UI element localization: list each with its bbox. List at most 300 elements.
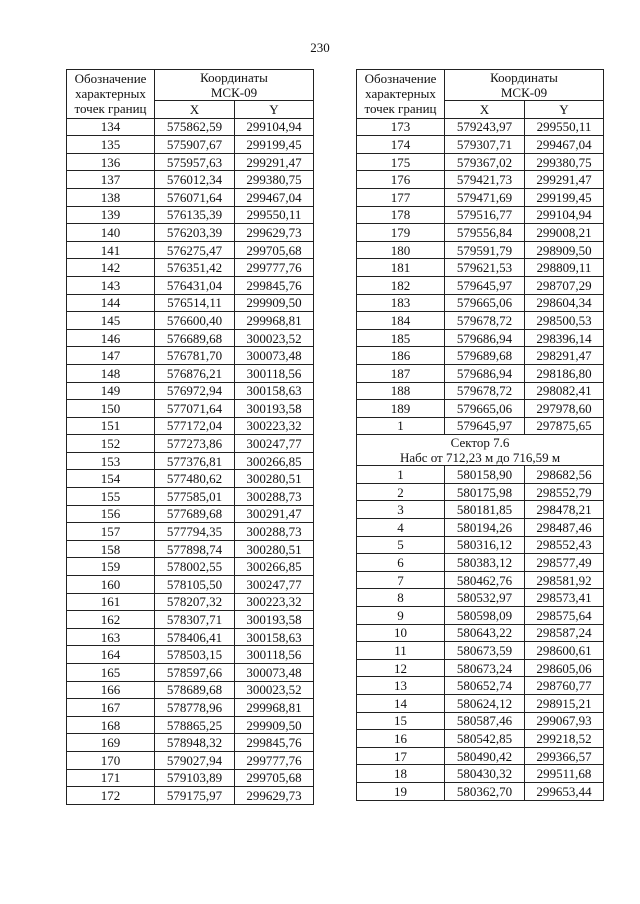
y-coordinate-cell: 298186,80	[525, 364, 604, 382]
y-coordinate-cell: 300266,85	[235, 452, 314, 470]
y-coordinate-cell: 298478,21	[525, 501, 604, 519]
y-coordinate-cell: 298909,50	[525, 241, 604, 259]
x-coordinate-cell: 579307,71	[445, 136, 525, 154]
y-coordinate-cell: 300280,51	[235, 470, 314, 488]
sector-cell	[357, 435, 604, 466]
x-coordinate-cell: 579367,02	[445, 153, 525, 171]
table-row	[67, 276, 314, 294]
y-coordinate-cell: 298915,21	[525, 695, 604, 713]
y-coordinate-cell: 299104,94	[235, 118, 314, 136]
point-number-cell: 140	[67, 224, 155, 242]
point-number-cell: 147	[67, 347, 155, 365]
x-coordinate-cell: 576071,64	[155, 188, 235, 206]
table-row	[357, 224, 604, 242]
table-row	[67, 347, 314, 365]
y-coordinate-cell: 298581,92	[525, 571, 604, 589]
point-number-cell: 137	[67, 171, 155, 189]
x-coordinate-cell: 580362,70	[445, 782, 525, 800]
x-coordinate-cell: 577071,64	[155, 400, 235, 418]
page-number: 230	[310, 40, 330, 55]
x-coordinate-cell: 579665,06	[445, 294, 525, 312]
x-coordinate-cell: 580598,09	[445, 607, 525, 625]
x-coordinate-cell: 578689,68	[155, 681, 235, 699]
y-coordinate-cell: 300193,58	[235, 400, 314, 418]
header-line: Обозначение	[364, 71, 437, 87]
table-row	[67, 171, 314, 189]
table-row	[67, 329, 314, 347]
y-coordinate-cell: 299550,11	[525, 118, 604, 136]
x-column-header: X	[445, 101, 525, 119]
x-coordinate-cell: 576431,04	[155, 276, 235, 294]
x-coordinate-cell: 577585,01	[155, 488, 235, 506]
point-number-cell: 182	[357, 276, 445, 294]
coords-title: Координаты	[200, 70, 268, 85]
point-number-cell: 134	[67, 118, 155, 136]
point-number-cell: 175	[357, 153, 445, 171]
x-coordinate-cell: 579556,84	[445, 224, 525, 242]
point-number-cell: 163	[67, 628, 155, 646]
sector-height-range: Набс от 712,23 м до 716,59 м	[399, 450, 561, 466]
point-number-cell: 143	[67, 276, 155, 294]
x-coordinate-cell: 580175,98	[445, 483, 525, 501]
x-coordinate-cell: 576514,11	[155, 294, 235, 312]
table-row	[67, 751, 314, 769]
y-coordinate-cell: 298487,46	[525, 519, 604, 537]
right-table-body-bottom	[357, 466, 604, 800]
x-coordinate-cell: 576275,47	[155, 241, 235, 259]
table-row	[67, 646, 314, 664]
y-coordinate-cell: 298291,47	[525, 347, 604, 365]
point-number-cell: 17	[357, 747, 445, 765]
point-number-cell: 169	[67, 734, 155, 752]
point-number-cell: 180	[357, 241, 445, 259]
point-number-cell: 152	[67, 435, 155, 453]
point-number-cell: 148	[67, 364, 155, 382]
table-row	[67, 664, 314, 682]
point-number-cell: 172	[67, 787, 155, 805]
table-row	[357, 765, 604, 783]
point-number-cell: 7	[357, 571, 445, 589]
point-number-cell: 170	[67, 751, 155, 769]
point-number-cell: 2	[357, 483, 445, 501]
x-coordinate-cell: 576600,40	[155, 312, 235, 330]
point-number-cell: 158	[67, 540, 155, 558]
table-row	[357, 417, 604, 435]
point-number-cell: 145	[67, 312, 155, 330]
x-coordinate-cell: 578865,25	[155, 716, 235, 734]
point-number-cell: 177	[357, 188, 445, 206]
x-coordinate-cell: 578597,66	[155, 664, 235, 682]
point-number-cell: 15	[357, 712, 445, 730]
y-coordinate-cell: 300247,77	[235, 435, 314, 453]
point-number-cell: 149	[67, 382, 155, 400]
y-coordinate-cell: 298760,77	[525, 677, 604, 695]
x-coordinate-cell: 577689,68	[155, 505, 235, 523]
x-coordinate-cell: 576351,42	[155, 259, 235, 277]
x-coordinate-cell: 579516,77	[445, 206, 525, 224]
table-row	[357, 501, 604, 519]
table-row	[357, 206, 604, 224]
table-row	[357, 276, 604, 294]
point-number-cell: 174	[357, 136, 445, 154]
x-coordinate-cell: 579027,94	[155, 751, 235, 769]
y-coordinate-cell: 298600,61	[525, 642, 604, 660]
table-row	[67, 576, 314, 594]
x-coordinate-cell: 576876,21	[155, 364, 235, 382]
table-row	[67, 241, 314, 259]
y-coordinate-cell: 300288,73	[235, 488, 314, 506]
y-coordinate-cell: 299380,75	[235, 171, 314, 189]
y-coordinate-cell: 300073,48	[235, 347, 314, 365]
y-coordinate-cell: 299104,94	[525, 206, 604, 224]
table-row	[357, 712, 604, 730]
point-number-cell: 189	[357, 400, 445, 418]
y-coordinate-cell: 300158,63	[235, 382, 314, 400]
y-coordinate-cell: 300073,48	[235, 664, 314, 682]
y-coordinate-cell: 300023,52	[235, 329, 314, 347]
point-number-cell: 153	[67, 452, 155, 470]
x-coordinate-cell: 576012,34	[155, 171, 235, 189]
point-number-cell: 18	[357, 765, 445, 783]
x-coordinate-cell: 579591,79	[445, 241, 525, 259]
y-coordinate-cell: 299467,04	[235, 188, 314, 206]
x-column-header: X	[155, 101, 235, 119]
point-number-cell: 146	[67, 329, 155, 347]
x-coordinate-cell: 576689,68	[155, 329, 235, 347]
x-coordinate-cell: 579678,72	[445, 382, 525, 400]
table-row	[67, 787, 314, 805]
point-number-cell: 13	[357, 677, 445, 695]
x-coordinate-cell: 578948,32	[155, 734, 235, 752]
table-row	[357, 730, 604, 748]
left-table-body	[67, 118, 314, 804]
table-row	[67, 136, 314, 154]
point-number-cell: 9	[357, 607, 445, 625]
y-coordinate-cell: 300193,58	[235, 611, 314, 629]
table-row	[67, 259, 314, 277]
sector-title: Сектор 7.6	[450, 435, 510, 451]
point-number-cell: 173	[357, 118, 445, 136]
point-number-cell: 138	[67, 188, 155, 206]
y-coordinate-cell: 299380,75	[525, 153, 604, 171]
x-coordinate-cell: 578503,15	[155, 646, 235, 664]
table-row	[357, 153, 604, 171]
y-coordinate-cell: 300247,77	[235, 576, 314, 594]
table-row	[67, 699, 314, 717]
x-coordinate-cell: 576781,70	[155, 347, 235, 365]
y-coordinate-cell: 300223,32	[235, 417, 314, 435]
y-coordinate-cell: 299968,81	[235, 699, 314, 717]
point-number-cell: 6	[357, 554, 445, 572]
table-row	[357, 400, 604, 418]
x-coordinate-cell: 579665,06	[445, 400, 525, 418]
x-coordinate-cell: 577794,35	[155, 523, 235, 541]
y-coordinate-cell: 300280,51	[235, 540, 314, 558]
y-coordinate-cell: 299845,76	[235, 734, 314, 752]
y-coordinate-cell: 300266,85	[235, 558, 314, 576]
point-number-cell: 12	[357, 659, 445, 677]
y-coordinate-cell: 299550,11	[235, 206, 314, 224]
table-row	[357, 607, 604, 625]
x-coordinate-cell: 580587,46	[445, 712, 525, 730]
coords-header	[155, 70, 314, 101]
table-row	[67, 417, 314, 435]
table-row	[357, 589, 604, 607]
y-coordinate-cell: 297875,65	[525, 417, 604, 435]
table-row	[67, 558, 314, 576]
point-number-cell: 8	[357, 589, 445, 607]
point-number-cell: 165	[67, 664, 155, 682]
point-number-cell: 178	[357, 206, 445, 224]
point-number-cell: 168	[67, 716, 155, 734]
table-row	[357, 659, 604, 677]
x-coordinate-cell: 577480,62	[155, 470, 235, 488]
table-row	[357, 364, 604, 382]
x-coordinate-cell: 576972,94	[155, 382, 235, 400]
point-number-cell: 1	[357, 466, 445, 484]
x-coordinate-cell: 578105,50	[155, 576, 235, 594]
y-coordinate-cell: 299366,57	[525, 747, 604, 765]
table-row	[357, 188, 604, 206]
x-coordinate-cell: 577273,86	[155, 435, 235, 453]
y-coordinate-cell: 299705,68	[235, 241, 314, 259]
header-line: Обозначение	[74, 71, 147, 87]
table-row	[357, 329, 604, 347]
point-number-cell: 5	[357, 536, 445, 554]
point-label-header	[67, 70, 155, 119]
y-coordinate-cell: 297978,60	[525, 400, 604, 418]
point-number-cell: 171	[67, 769, 155, 787]
point-number-cell: 187	[357, 364, 445, 382]
y-coordinate-cell: 298587,24	[525, 624, 604, 642]
y-coordinate-cell: 300291,47	[235, 505, 314, 523]
x-coordinate-cell: 578002,55	[155, 558, 235, 576]
point-label-header	[357, 70, 445, 119]
point-number-cell: 156	[67, 505, 155, 523]
y-coordinate-cell: 299653,44	[525, 782, 604, 800]
y-coordinate-cell: 299845,76	[235, 276, 314, 294]
table-row	[67, 452, 314, 470]
x-coordinate-cell: 580673,59	[445, 642, 525, 660]
point-number-cell: 136	[67, 153, 155, 171]
table-row	[357, 571, 604, 589]
y-coordinate-cell: 300158,63	[235, 628, 314, 646]
point-number-cell: 179	[357, 224, 445, 242]
y-coordinate-cell: 299067,93	[525, 712, 604, 730]
x-coordinate-cell: 575957,63	[155, 153, 235, 171]
x-coordinate-cell: 578207,32	[155, 593, 235, 611]
y-coordinate-cell: 299705,68	[235, 769, 314, 787]
x-coordinate-cell: 580316,12	[445, 536, 525, 554]
table-row	[67, 628, 314, 646]
y-coordinate-cell: 299008,21	[525, 224, 604, 242]
table-row	[357, 171, 604, 189]
y-coordinate-cell: 298575,64	[525, 607, 604, 625]
table-row	[67, 382, 314, 400]
point-number-cell: 139	[67, 206, 155, 224]
header-line: характерных	[75, 86, 146, 102]
x-coordinate-cell: 580194,26	[445, 519, 525, 537]
y-coordinate-cell: 300288,73	[235, 523, 314, 541]
point-number-cell: 166	[67, 681, 155, 699]
point-number-cell: 141	[67, 241, 155, 259]
y-coordinate-cell: 299909,50	[235, 294, 314, 312]
x-coordinate-cell: 576203,39	[155, 224, 235, 242]
y-coordinate-cell: 299291,47	[525, 171, 604, 189]
coordinates-table-left	[66, 69, 314, 805]
table-row	[67, 769, 314, 787]
x-coordinate-cell: 575907,67	[155, 136, 235, 154]
point-number-cell: 10	[357, 624, 445, 642]
x-coordinate-cell: 579175,97	[155, 787, 235, 805]
table-row	[357, 782, 604, 800]
table-row	[67, 593, 314, 611]
x-coordinate-cell: 579103,89	[155, 769, 235, 787]
x-coordinate-cell: 579421,73	[445, 171, 525, 189]
y-coordinate-cell: 298577,49	[525, 554, 604, 572]
right-table-body-top	[357, 118, 604, 435]
y-coordinate-cell: 300023,52	[235, 681, 314, 699]
y-coordinate-cell: 298707,29	[525, 276, 604, 294]
y-coordinate-cell: 299467,04	[525, 136, 604, 154]
x-coordinate-cell: 580542,85	[445, 730, 525, 748]
point-number-cell: 3	[357, 501, 445, 519]
point-number-cell: 186	[357, 347, 445, 365]
y-coordinate-cell: 298682,56	[525, 466, 604, 484]
table-row	[67, 312, 314, 330]
table-row	[67, 734, 314, 752]
x-coordinate-cell: 580532,97	[445, 589, 525, 607]
x-coordinate-cell: 580624,12	[445, 695, 525, 713]
table-row	[67, 224, 314, 242]
table-row	[357, 118, 604, 136]
table-row	[67, 505, 314, 523]
point-number-cell: 162	[67, 611, 155, 629]
table-row	[357, 554, 604, 572]
table-row	[67, 188, 314, 206]
coordinates-table-right	[356, 69, 604, 801]
x-coordinate-cell: 579689,68	[445, 347, 525, 365]
point-number-cell: 151	[67, 417, 155, 435]
y-coordinate-cell: 298809,11	[525, 259, 604, 277]
point-number-cell: 4	[357, 519, 445, 537]
y-coordinate-cell: 299777,76	[235, 259, 314, 277]
y-coordinate-cell: 299629,73	[235, 787, 314, 805]
table-row	[357, 677, 604, 695]
y-coordinate-cell: 298396,14	[525, 329, 604, 347]
sector-header	[357, 435, 604, 466]
table-row	[67, 681, 314, 699]
table-row	[357, 695, 604, 713]
y-coordinate-cell: 298552,79	[525, 483, 604, 501]
coords-system: МСК-09	[500, 85, 548, 100]
x-coordinate-cell: 580158,90	[445, 466, 525, 484]
y-coordinate-cell: 299199,45	[525, 188, 604, 206]
header-line: точек границ	[364, 101, 437, 117]
table-row	[67, 206, 314, 224]
table-row	[67, 470, 314, 488]
y-coordinate-cell: 298552,43	[525, 536, 604, 554]
x-coordinate-cell: 579645,97	[445, 417, 525, 435]
x-coordinate-cell: 577898,74	[155, 540, 235, 558]
point-number-cell: 188	[357, 382, 445, 400]
table-row	[357, 136, 604, 154]
point-number-cell: 184	[357, 312, 445, 330]
point-number-cell: 185	[357, 329, 445, 347]
table-row	[67, 400, 314, 418]
point-number-cell: 11	[357, 642, 445, 660]
table-row	[357, 382, 604, 400]
table-row	[357, 483, 604, 501]
x-coordinate-cell: 580383,12	[445, 554, 525, 572]
y-coordinate-cell: 299199,45	[235, 136, 314, 154]
table-row	[357, 466, 604, 484]
x-coordinate-cell: 580643,22	[445, 624, 525, 642]
table-row	[67, 153, 314, 171]
y-coordinate-cell: 299511,68	[525, 765, 604, 783]
table-row	[357, 519, 604, 537]
x-coordinate-cell: 580430,32	[445, 765, 525, 783]
x-coordinate-cell: 578307,71	[155, 611, 235, 629]
x-coordinate-cell: 580462,76	[445, 571, 525, 589]
y-coordinate-cell: 299777,76	[235, 751, 314, 769]
y-coordinate-cell: 299629,73	[235, 224, 314, 242]
point-number-cell: 159	[67, 558, 155, 576]
point-number-cell: 142	[67, 259, 155, 277]
table-row	[67, 523, 314, 541]
y-coordinate-cell: 298605,06	[525, 659, 604, 677]
table-row	[67, 540, 314, 558]
y-coordinate-cell: 298604,34	[525, 294, 604, 312]
point-number-cell: 157	[67, 523, 155, 541]
y-coordinate-cell: 300223,32	[235, 593, 314, 611]
point-number-cell: 1	[357, 417, 445, 435]
point-number-cell: 144	[67, 294, 155, 312]
y-coordinate-cell: 299909,50	[235, 716, 314, 734]
y-coordinate-cell: 300118,56	[235, 646, 314, 664]
table-row	[357, 259, 604, 277]
table-row	[357, 642, 604, 660]
point-number-cell: 167	[67, 699, 155, 717]
point-number-cell: 14	[357, 695, 445, 713]
table-row	[67, 294, 314, 312]
coords-header	[445, 70, 604, 101]
header-line: характерных	[365, 86, 436, 102]
table-row	[67, 118, 314, 136]
x-coordinate-cell: 580181,85	[445, 501, 525, 519]
point-number-cell: 176	[357, 171, 445, 189]
table-row	[357, 624, 604, 642]
table-row	[357, 241, 604, 259]
table-row	[357, 294, 604, 312]
x-coordinate-cell: 580490,42	[445, 747, 525, 765]
point-number-cell: 150	[67, 400, 155, 418]
table-row	[67, 611, 314, 629]
table-row	[67, 716, 314, 734]
point-number-cell: 183	[357, 294, 445, 312]
point-number-cell: 161	[67, 593, 155, 611]
coords-system: МСК-09	[210, 85, 258, 100]
x-coordinate-cell: 579471,69	[445, 188, 525, 206]
y-column-header: Y	[525, 101, 604, 119]
y-coordinate-cell: 300118,56	[235, 364, 314, 382]
point-number-cell: 154	[67, 470, 155, 488]
table-row	[357, 747, 604, 765]
y-coordinate-cell: 299968,81	[235, 312, 314, 330]
x-coordinate-cell: 580652,74	[445, 677, 525, 695]
header-line: точек границ	[74, 101, 147, 117]
x-coordinate-cell: 579686,94	[445, 329, 525, 347]
